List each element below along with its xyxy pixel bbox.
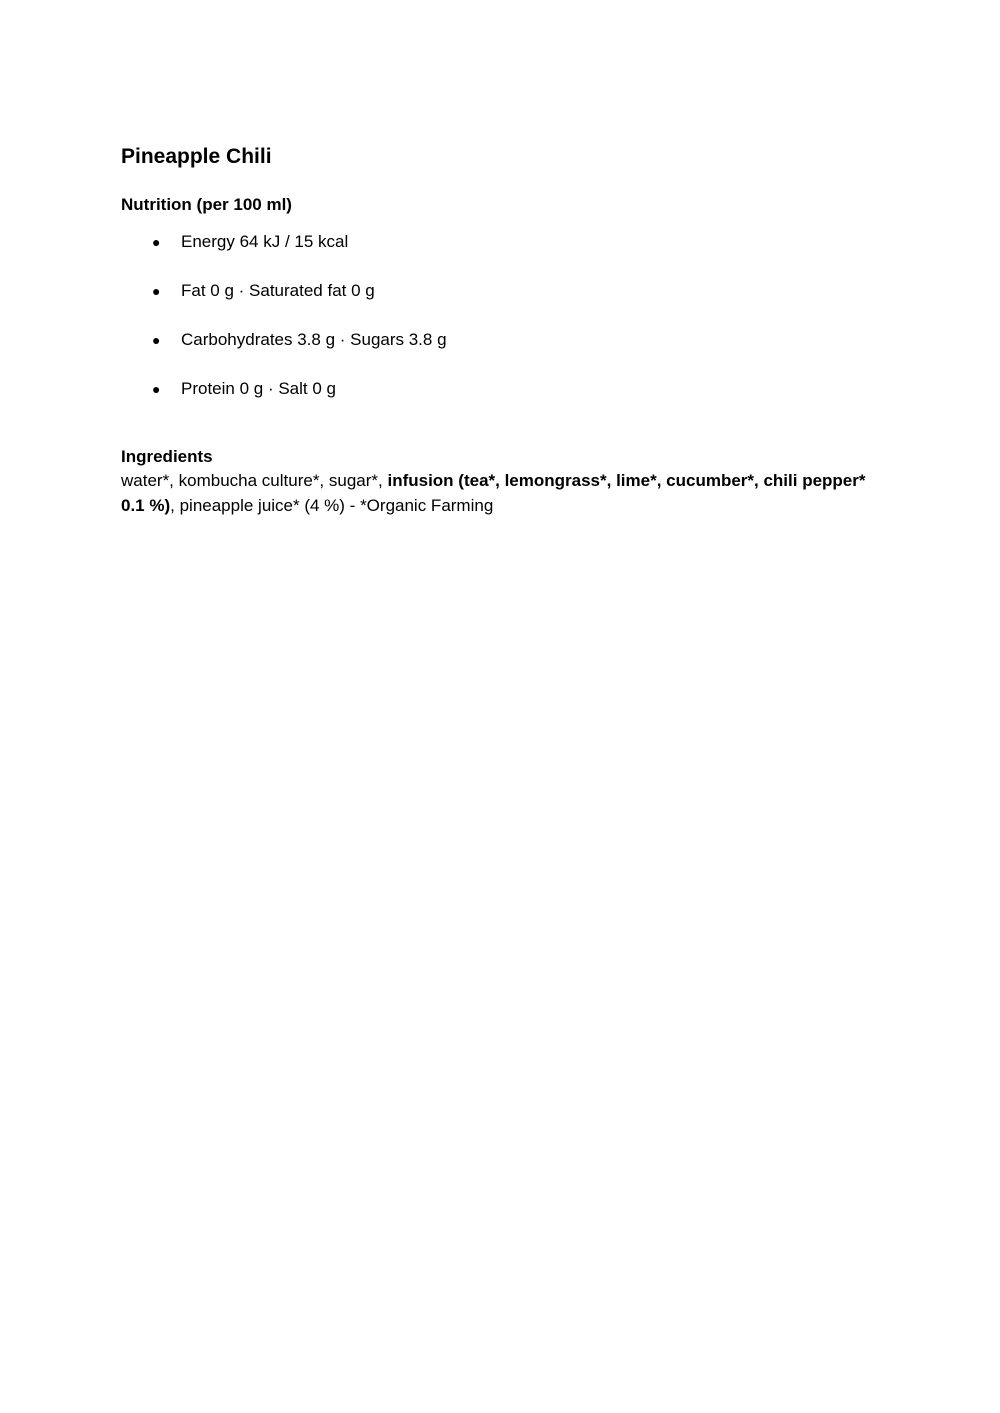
nutrition-item-text: Energy 64 kJ / 15 kcal — [181, 232, 349, 251]
bullet-icon: ● — [152, 234, 161, 250]
ingredients-part-1: water*, kombucha culture*, sugar*, — [121, 471, 388, 490]
nutrition-list — [121, 230, 866, 401]
nutrition-item-carbohydrates — [121, 328, 866, 352]
product-title: Pineapple Chili — [121, 145, 272, 168]
nutrition-item-fat — [121, 279, 866, 303]
nutrition-item-text: Protein 0 g · Salt 0 g — [181, 379, 336, 398]
nutrition-item-text: Carbohydrates 3.8 g · Sugars 3.8 g — [181, 330, 447, 349]
bullet-icon: ● — [152, 283, 161, 299]
ingredients-heading: Ingredients — [121, 447, 213, 466]
nutrition-item-protein — [121, 377, 866, 401]
ingredients-text — [121, 469, 866, 518]
nutrition-item-text: Fat 0 g · Saturated fat 0 g — [181, 281, 375, 300]
nutrition-heading: Nutrition (per 100 ml) — [121, 195, 292, 214]
bullet-icon: ● — [152, 381, 161, 397]
ingredients-part-2: , pineapple juice* (4 %) - *Organic Farming — [170, 495, 494, 515]
nutrition-item-energy — [121, 230, 866, 254]
ingredients-infusion-bold: infusion (tea*, lemongrass*, lime*, cucumber*, chili pepper* 0.1 %) — [121, 471, 866, 515]
document-content — [121, 143, 866, 518]
bullet-icon: ● — [152, 332, 161, 348]
